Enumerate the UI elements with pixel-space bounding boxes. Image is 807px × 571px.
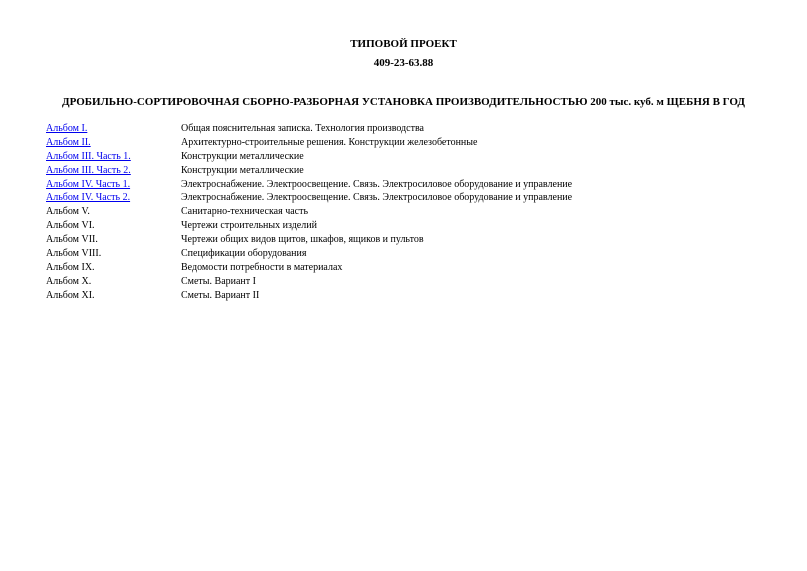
album-description: Чертежи строительных изделий [181, 220, 317, 232]
album-description: Электроснабжение. Электроосвещение. Связь. Электросиловое оборудование и управление [181, 178, 573, 190]
album-description: Сметы. Вариант I [181, 275, 256, 287]
album-link-4-part-1[interactable]: Альбом IV. Часть 1. [46, 178, 131, 190]
album-description: Чертежи общих видов щитов, шкафов, ящиков и пультов [181, 234, 424, 246]
album-list [46, 122, 766, 303]
album-name: Альбом VIII. [46, 248, 102, 260]
album-link-3-part-1[interactable]: Альбом III. Часть 1. [46, 150, 131, 162]
album-row [46, 150, 766, 164]
project-title: ДРОБИЛЬНО-СОРТИРОВОЧНАЯ СБОРНО-РАЗБОРНАЯ УСТАНОВКА ПРОИЗВОДИТЕЛЬНОСТЬЮ 200 тыс. куб. м ЩЕБНЯ В ГОД [62, 96, 745, 108]
album-description: Санитарно-техническая часть [181, 206, 309, 218]
album-link-1[interactable]: Альбом I. [46, 123, 88, 134]
album-link-3-part-2[interactable]: Альбом III. Часть 2. [46, 164, 131, 176]
album-description: Архитектурно-строительные решения. Конструкции железобетонные [181, 136, 478, 148]
album-row [46, 178, 766, 192]
album-row [46, 289, 766, 303]
album-row [46, 122, 766, 136]
album-description: Общая пояснительная записка. Технология производства [181, 123, 424, 134]
album-description: Конструкции металлические [181, 164, 304, 176]
album-name: Альбом X. [46, 275, 92, 287]
project-number: 409-23-63.88 [373, 57, 434, 69]
album-row [46, 205, 766, 219]
album-name: Альбом IX. [46, 261, 95, 273]
album-name: Альбом V. [46, 206, 90, 218]
album-description: Спецификации оборудования [181, 248, 307, 260]
album-row [46, 275, 766, 289]
album-row [46, 247, 766, 261]
album-link-4-part-2[interactable]: Альбом IV. Часть 2. [46, 192, 131, 204]
album-description: Ведомости потребности в материалах [181, 261, 343, 273]
album-description: Электроснабжение. Электроосвещение. Связь. Электросиловое оборудование и управление [181, 192, 573, 204]
album-row [46, 261, 766, 275]
album-description: Конструкции металлические [181, 150, 304, 162]
album-name: Альбом VI. [46, 220, 95, 232]
project-type-heading: ТИПОВОЙ ПРОЕКТ [350, 38, 457, 50]
album-row [46, 191, 766, 205]
album-row [46, 233, 766, 247]
album-row [46, 136, 766, 150]
album-name: Альбом VII. [46, 234, 98, 246]
album-link-2[interactable]: Альбом II. [46, 136, 91, 148]
album-description: Сметы. Вариант II [181, 289, 260, 301]
album-row [46, 219, 766, 233]
album-name: Альбом XI. [46, 289, 95, 301]
album-row [46, 164, 766, 178]
